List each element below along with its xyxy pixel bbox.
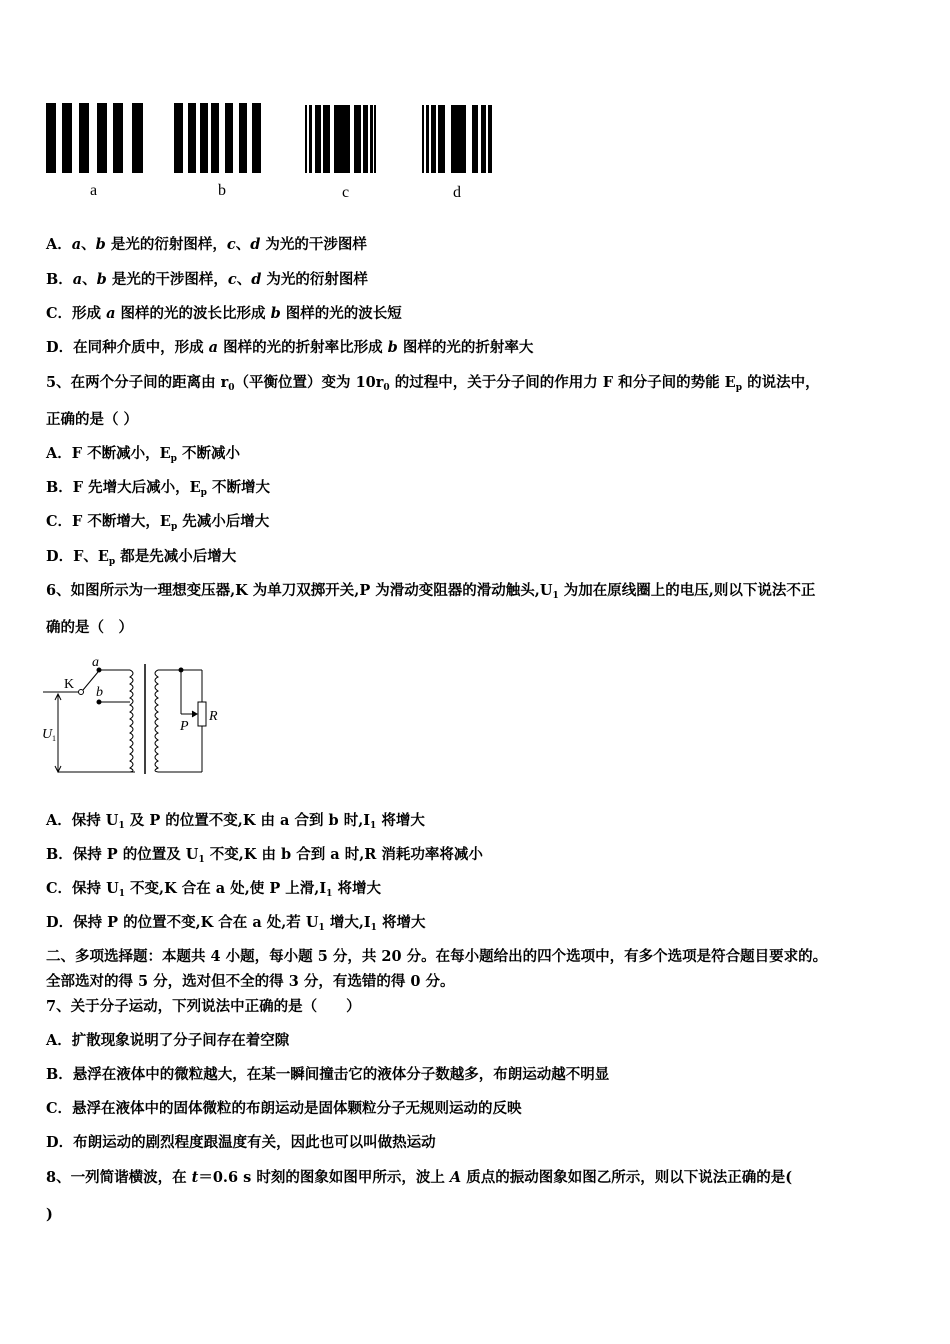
italic-variable: b (96, 271, 107, 288)
text-segment: 、 (236, 271, 252, 288)
text-segment: 、 (82, 271, 97, 288)
text-line (46, 235, 367, 255)
subscript: 1 (552, 591, 559, 601)
italic-variable: c (226, 236, 236, 253)
text-segment: B．保持 P 的位置及 U (46, 846, 199, 863)
text-segment: C．保持 U (46, 880, 119, 897)
text-line (46, 444, 240, 469)
text-line (46, 338, 533, 358)
text-segment: 不变,K 由 b 合到 a 时,R 消耗功率将减小 (204, 846, 483, 863)
text-line (46, 947, 827, 967)
text-segment: 是光的衍射图样， (105, 236, 227, 253)
text-line (46, 879, 381, 904)
text-segment: B．悬浮在液体中的微粒越大，在某一瞬间撞击它的液体分子数越多，布朗运动越不明显 (46, 1066, 610, 1083)
text-segment: C．悬浮在液体中的固体微粒的布朗运动是固体颗粒分子无规则运动的反映 (46, 1100, 522, 1117)
italic-variable: A (449, 1169, 462, 1186)
text-line (46, 845, 483, 870)
text-segment: 不断减小 (176, 445, 241, 462)
pattern-a (46, 103, 143, 173)
pattern-d (422, 105, 492, 173)
text-line (46, 972, 455, 992)
text-segment: A．扩散现象说明了分子间存在着空隙 (46, 1032, 290, 1049)
subscript: 0 (228, 383, 235, 393)
text-segment: 将增大 (376, 914, 426, 931)
subscript: 1 (326, 889, 333, 899)
subscript: 1 (318, 923, 325, 933)
text-segment: D．布朗运动的剧烈程度跟温度有关，因此也可以叫做热运动 (46, 1134, 436, 1151)
pattern-label-c: c (342, 184, 350, 201)
italic-variable: a (71, 236, 82, 253)
text-segment: A．保持 U (46, 812, 119, 829)
text-line (46, 811, 425, 836)
text-segment: 先减小后增大 (177, 513, 270, 530)
text-line (46, 1133, 436, 1153)
pattern-label-b: b (218, 182, 226, 199)
italic-variable: d (250, 236, 261, 253)
italic-variable: a (106, 305, 116, 322)
text-segment: 是光的干涉图样， (106, 271, 228, 288)
text-segment: B．F 先增大后减小，E (46, 479, 201, 496)
text-line (46, 1065, 609, 1085)
text-line (46, 373, 820, 398)
text-segment: 及 P 的位置不变,K 由 a 合到 b 时,I (124, 812, 371, 829)
pattern-c (305, 105, 376, 173)
subscript: 1 (198, 855, 205, 865)
text-line (46, 997, 361, 1017)
text-line (46, 478, 270, 503)
italic-variable: b (387, 339, 398, 356)
text-segment: 质点的振动图象如图乙所示，则以下说法正确的是( (461, 1169, 793, 1186)
subscript: p (170, 522, 178, 532)
text-segment: 都是先减小后增大 (115, 548, 237, 565)
text-segment: 全部选对的得 5 分，选对但不全的得 3 分，有选错的得 0 分。 (46, 973, 455, 990)
text-line (46, 304, 402, 324)
pattern-label-a: a (90, 182, 98, 199)
subscript: p (200, 488, 207, 498)
text-segment: 图样的光的波长短 (280, 305, 402, 322)
text-segment: 图样的光的折射率比形成 (218, 339, 388, 356)
text-segment: ＝0.6 s 时刻的图象如图甲所示，波上 (198, 1169, 450, 1186)
text-segment: 的说法中， (742, 374, 820, 391)
italic-variable: b (270, 305, 281, 322)
text-segment: C．F 不断增大，E (46, 513, 171, 530)
diffraction-interference-patterns-figure (40, 100, 510, 205)
text-segment: 7、关于分子运动，下列说法中正确的是（ ） (46, 998, 361, 1015)
text-segment: 二、多项选择题：本题共 4 小题，每小题 5 分，共 20 分。在每小题给出的四个选项中，有多个选项是符合题目要求的。 (46, 948, 828, 965)
resistor-label-r: R (209, 709, 218, 724)
text-segment: 将增大 (376, 812, 425, 829)
text-segment: 、 (81, 236, 96, 253)
transformer-circuit-figure (30, 650, 230, 780)
text-segment: C．形成 (46, 305, 107, 322)
text-line (46, 1099, 522, 1119)
text-line (46, 547, 236, 572)
text-segment: 为光的衍射图样 (261, 271, 368, 288)
terminal-label-a: a (92, 655, 99, 670)
subscript: 1 (370, 923, 377, 933)
text-segment: 增大,I (324, 914, 371, 931)
text-segment: B． (46, 271, 73, 288)
switch-label-k: K (64, 677, 75, 692)
text-segment: 不变,K 合在 a 处,使 P 上滑,I (125, 880, 327, 897)
text-segment: 正确的是（ ） (46, 411, 139, 428)
voltage-label-sub: 1 (52, 734, 56, 743)
italic-variable: c (227, 271, 237, 288)
subscript: 1 (118, 889, 125, 899)
text-line (46, 1168, 792, 1188)
text-segment: A． (46, 236, 72, 253)
text-segment: D．在同种介质中，形成 (46, 339, 209, 356)
text-segment: 6、如图所示为一理想变压器,K 为单刀双掷开关,P 为滑动变阻器的滑动触头,U (46, 582, 553, 599)
subscript: 1 (118, 821, 125, 831)
text-segment: 为加在原线圈上的电压,则以下说法不正 (558, 582, 816, 599)
text-segment: 不断增大 (206, 479, 271, 496)
italic-variable: a (72, 271, 83, 288)
text-segment: 的过程中，关于分子间的作用力 F 和分子间的势能 E (389, 374, 736, 391)
text-segment: 确的是（ ） (46, 619, 133, 636)
text-line (46, 913, 426, 938)
text-line (46, 581, 815, 606)
italic-variable: t (191, 1169, 199, 1186)
terminal-label-b: b (96, 685, 103, 700)
pattern-label-d: d (453, 184, 461, 201)
text-segment: 、 (235, 236, 251, 253)
subscript: p (735, 383, 743, 393)
text-segment: 为光的干涉图样 (260, 236, 367, 253)
text-segment: 5、在两个分子间的距离由 r (46, 374, 229, 391)
voltage-label-u: U (42, 727, 53, 742)
text-line (46, 1205, 53, 1225)
subscript: p (108, 557, 116, 567)
text-segment: A．F 不断减小，E (46, 445, 171, 462)
subscript: 1 (370, 821, 377, 831)
text-segment: D．F、E (46, 548, 109, 565)
italic-variable: a (208, 339, 219, 356)
text-segment: （平衡位置）变为 10r (234, 374, 384, 391)
text-segment: 8、一列简谐横波，在 (46, 1169, 192, 1186)
pattern-b (174, 103, 261, 173)
text-segment: 图样的光的折射率大 (397, 339, 534, 356)
text-segment: 将增大 (332, 880, 381, 897)
slider-label-p: P (180, 719, 189, 734)
text-segment: D．保持 P 的位置不变,K 合在 a 处,若 U (46, 914, 319, 931)
text-segment: 图样的光的波长比形成 (115, 305, 271, 322)
text-line (46, 1031, 289, 1051)
text-line (46, 410, 138, 430)
text-line (46, 270, 368, 290)
text-segment: ) (46, 1206, 53, 1223)
subscript: 0 (383, 383, 390, 393)
subscript: p (170, 454, 177, 464)
italic-variable: d (251, 271, 262, 288)
text-line (46, 512, 269, 537)
italic-variable: b (95, 236, 106, 253)
text-line (46, 618, 133, 638)
